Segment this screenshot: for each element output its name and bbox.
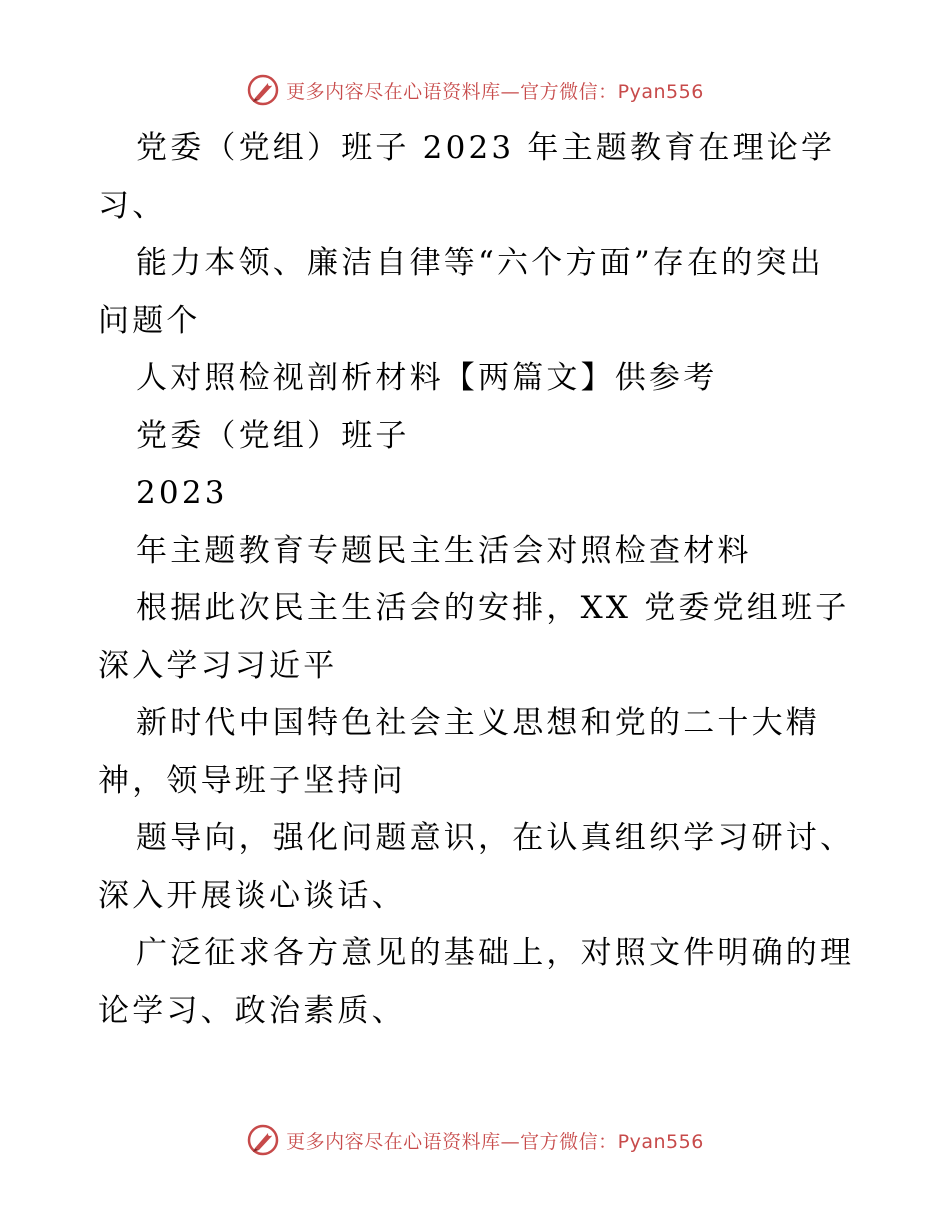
pen-logo-icon [246, 1123, 280, 1157]
body-line: 题导向，强化问题意识，在认真组织学习研讨、 [136, 820, 855, 856]
body-line: 年主题教育专题民主生活会对照检查材料 [136, 532, 752, 569]
body-line: 广泛征求各方意见的基础上，对照文件明确的理 [136, 935, 855, 971]
body-line: 新时代中国特色社会主义思想和党的二十大精 [136, 705, 820, 741]
body-line: 党委（党组）班子 2023 年主题教育在理论学 [136, 130, 836, 166]
body-line: 能力本领、廉洁自律等“六个方面”存在的突出 [136, 245, 824, 281]
pen-logo-icon [246, 73, 280, 107]
banner-text: 更多内容尽在心语资料库—官方微信：Pyan556 [286, 80, 704, 103]
footer-banner [0, 1120, 950, 1160]
body-line: 论学习、政治素质、 [98, 992, 406, 1029]
body-line: 神，领导班子坚持问 [98, 762, 406, 799]
header-banner [0, 70, 950, 110]
banner-text: 更多内容尽在心语资料库—官方微信：Pyan556 [286, 1130, 704, 1153]
body-line: 习、 [98, 187, 167, 224]
body-line: 根据此次民主生活会的安排，XX 党委党组班子 [136, 590, 850, 626]
body-line: 问题个 [98, 302, 201, 339]
body-line: 深入学习习近平 [98, 647, 338, 684]
body-line: 人对照检视剖析材料【两篇文】供参考 [136, 360, 718, 396]
wechat-id: Pyan556 [617, 80, 704, 103]
body-line: 党委（党组）班子 [136, 417, 410, 454]
body-line: 深入开展谈心谈话、 [98, 877, 406, 914]
body-line: 2023 [136, 475, 228, 511]
document-body [98, 120, 858, 1040]
wechat-id: Pyan556 [617, 1130, 704, 1153]
